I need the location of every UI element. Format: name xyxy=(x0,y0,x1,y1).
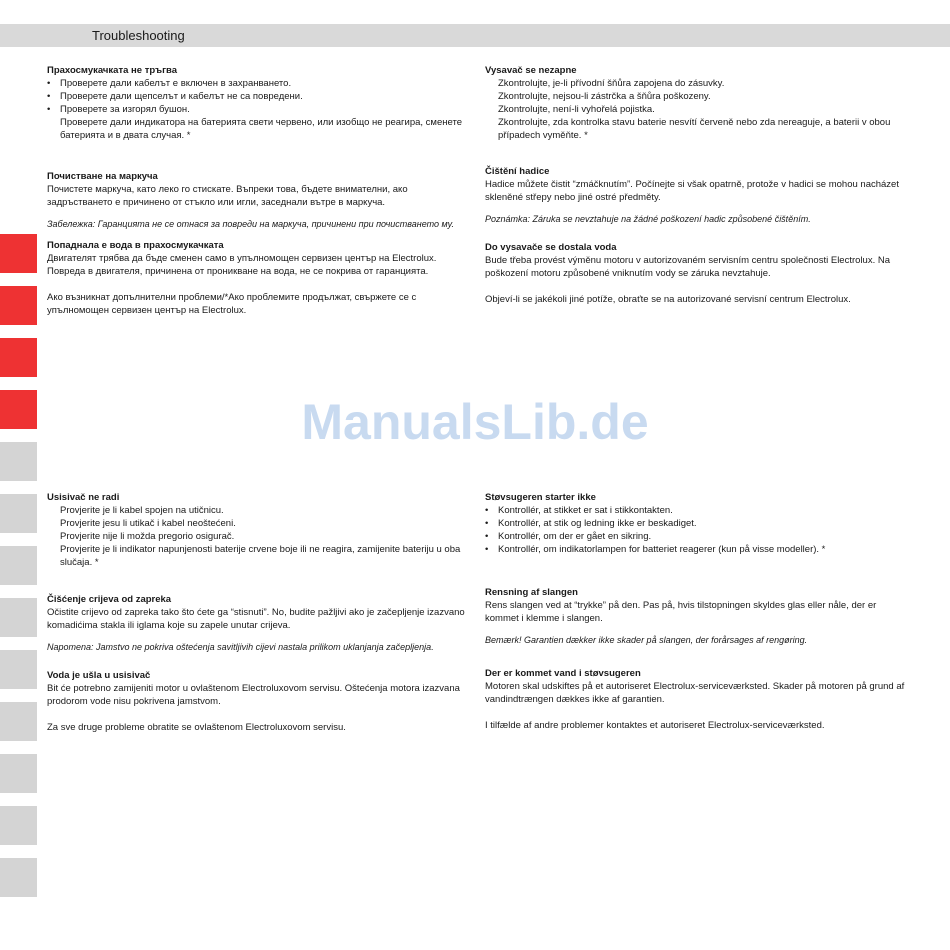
check-list-item: Zkontrolujte, není-li vyhořelá pojistka. xyxy=(498,104,655,115)
page-title: Troubleshooting xyxy=(92,28,185,43)
check-list-item: Zkontrolujte, nejsou-li zástrčka a šňůra poškozeny. xyxy=(498,91,711,102)
section-tab xyxy=(0,702,37,741)
section-tab xyxy=(0,858,37,897)
section-tab xyxy=(0,754,37,793)
section-body: Očistite crijevo od zapreka tako što ćete ga “stisnuti”. No, budite pažljivi ako je začepljenje izazvano komadićima stakla ili iglama koje su zapele unutar crijeva. xyxy=(47,607,465,631)
section-extra: I tilfælde af andre problemer kontaktes et autoriseret Electrolux-serviceværksted. xyxy=(485,720,825,731)
check-list-item: Проверете дали индикатора на батерията свети червено, или изобщо не реагира, сменете батерията и в двата случая. * xyxy=(60,117,462,141)
section-tab xyxy=(0,806,37,845)
dk-water-section xyxy=(485,667,910,732)
hr-hose-cleaning-section xyxy=(47,593,467,654)
section-heading: Voda je ušla u usisivač xyxy=(47,670,151,681)
section-tab xyxy=(0,286,37,325)
section-body: Motoren skal udskiftes på et autoriseret Electrolux-serviceværksted. Skader på motoren på grund af vandindtrængen dækkes ikke af garantien. xyxy=(485,681,905,705)
section-body: Двигателят трябва да бъде сменен само в упълномощен сервизен център на Electrolux. Повреда в двигателя, причинена от проникване на вода, не се покрива от гаранцията. xyxy=(47,253,437,277)
header-bar xyxy=(0,24,950,47)
section-heading: Usisivač ne radi xyxy=(47,492,120,503)
section-extra: Objeví-li se jakékoli jiné potíže, obraťte se na autorizované servisní centrum Electrolux. xyxy=(485,294,851,305)
section-tab xyxy=(0,598,37,637)
check-list-item: Provjerite jesu li utikač i kabel neoštećeni. xyxy=(60,518,236,529)
hr-water-section xyxy=(47,669,467,734)
bg-water-section xyxy=(47,239,467,317)
check-list xyxy=(485,77,910,142)
check-list xyxy=(47,504,467,569)
check-list xyxy=(485,504,910,556)
check-list-item: Provjerite nije li možda pregorio osigurač. xyxy=(60,531,235,542)
section-body: Hadice můžete čistit “zmáčknutím”. Počínejte si však opatrně, protože v hadici se mohou nacházet skleněné střepy nebo jiné ostré předměty. xyxy=(485,179,899,203)
watermark: ManualsLib.de xyxy=(301,394,649,450)
check-list-item: • Kontrollér, at stik og ledning ikke er beskadiget. xyxy=(485,517,910,530)
section-heading: Прахосмукачката не тръгва xyxy=(47,65,178,76)
section-note: Забележка: Гаранцията не се отнася за повреди на маркуча, причинени при почистването му. xyxy=(47,219,455,229)
check-list-item: Zkontrolujte, je-li přívodní šňůra zapojena do zásuvky. xyxy=(498,78,725,89)
cz-water-section xyxy=(485,241,910,306)
check-list-item: Zkontrolujte, zda kontrolka stavu baterie nesvítí červeně nebo zda nereaguje, a baterii v obou případech vyměňte. * xyxy=(498,117,891,141)
section-note: Napomena: Jamstvo ne pokriva oštećenja savitljivih cijevi nastala prilikom uklanjanja začepljenja. xyxy=(47,642,434,652)
section-heading: Rensning af slangen xyxy=(485,587,578,598)
section-tab xyxy=(0,338,37,377)
section-extra: Za sve druge probleme obratite se ovlaštenom Electroluxovom servisu. xyxy=(47,722,346,733)
section-body: Почистете маркуча, като леко го стискате. Въпреки това, бъдете внимателни, ако задръстването е причинено от стъкло или игли, заседнали вътре в маркуча. xyxy=(47,184,408,208)
check-list-item: • Проверете дали щепселът и кабелът не са повредени. xyxy=(47,90,467,103)
section-heading: Почистване на маркуча xyxy=(47,171,158,182)
section-heading: Čištění hadice xyxy=(485,166,550,177)
cz-hose-cleaning-section xyxy=(485,165,910,226)
section-note: Poznámka: Záruka se nevztahuje na žádné poškození hadic způsobené čištěním. xyxy=(485,214,811,224)
section-tab xyxy=(0,234,37,273)
section-heading: Støvsugeren starter ikke xyxy=(485,492,596,503)
section-body: Bude třeba provést výměnu motoru v autorizovaném servisním centru společnosti Electrolux. Na poškození motoru způsobené vniknutím vody se záruka nevztahuje. xyxy=(485,255,890,279)
section-heading: Der er kommet vand i støvsugeren xyxy=(485,668,641,679)
section-body: Rens slangen ved at “trykke” på den. Pas på, hvis tilstopningen skyldes glas eller nåle, der er kommet i klemme i slangen. xyxy=(485,600,877,624)
check-list-item: • Kontrollér, om der er gået en sikring. xyxy=(485,530,910,543)
section-note: Bemærk! Garantien dækker ikke skader på slangen, der forårsages af rengøring. xyxy=(485,635,808,645)
check-list-item: • Проверете дали кабелът е включен в захранването. xyxy=(47,77,467,90)
section-tab xyxy=(0,494,37,533)
check-list-item: Provjerite je li kabel spojen na utičnicu. xyxy=(60,505,224,516)
section-tab xyxy=(0,650,37,689)
section-tab xyxy=(0,546,37,585)
dk-not-starting-section xyxy=(485,491,910,556)
check-list xyxy=(47,77,467,142)
section-heading: Попаднала е вода в прахосмукачката xyxy=(47,240,224,251)
check-list-item: • Kontrollér, at stikket er sat i stikkontakten. xyxy=(485,504,910,517)
section-heading: Čišćenje crijeva od zapreka xyxy=(47,594,172,605)
dk-hose-cleaning-section xyxy=(485,586,910,647)
cz-not-starting-section xyxy=(485,64,910,142)
hr-not-starting-section xyxy=(47,491,467,569)
bg-hose-cleaning-section xyxy=(47,170,467,231)
section-extra: Ако възникнат допълнителни проблеми/*Ако проблемите продължат, свържете се с упълномощен сервизен център на Electrolux. xyxy=(47,292,417,316)
section-heading: Vysavač se nezapne xyxy=(485,65,577,76)
check-list-item: • Проверете за изгорял бушон. xyxy=(47,103,467,116)
check-list-item: • Kontrollér, om indikatorlampen for batteriet reagerer (kun på visse modeller). * xyxy=(485,543,910,556)
check-list-item: Provjerite je li indikator napunjenosti baterije crvene boje ili ne reagira, zamijenite bateriju u oba slučaja. * xyxy=(60,544,461,568)
section-heading: Do vysavače se dostala voda xyxy=(485,242,617,253)
bg-not-starting-section xyxy=(47,64,467,142)
section-body: Bit će potrebno zamijeniti motor u ovlaštenom Electroluxovom servisu. Oštećenja motora izazvana prodorom vode nisu pokrivena jamstvom. xyxy=(47,683,460,707)
